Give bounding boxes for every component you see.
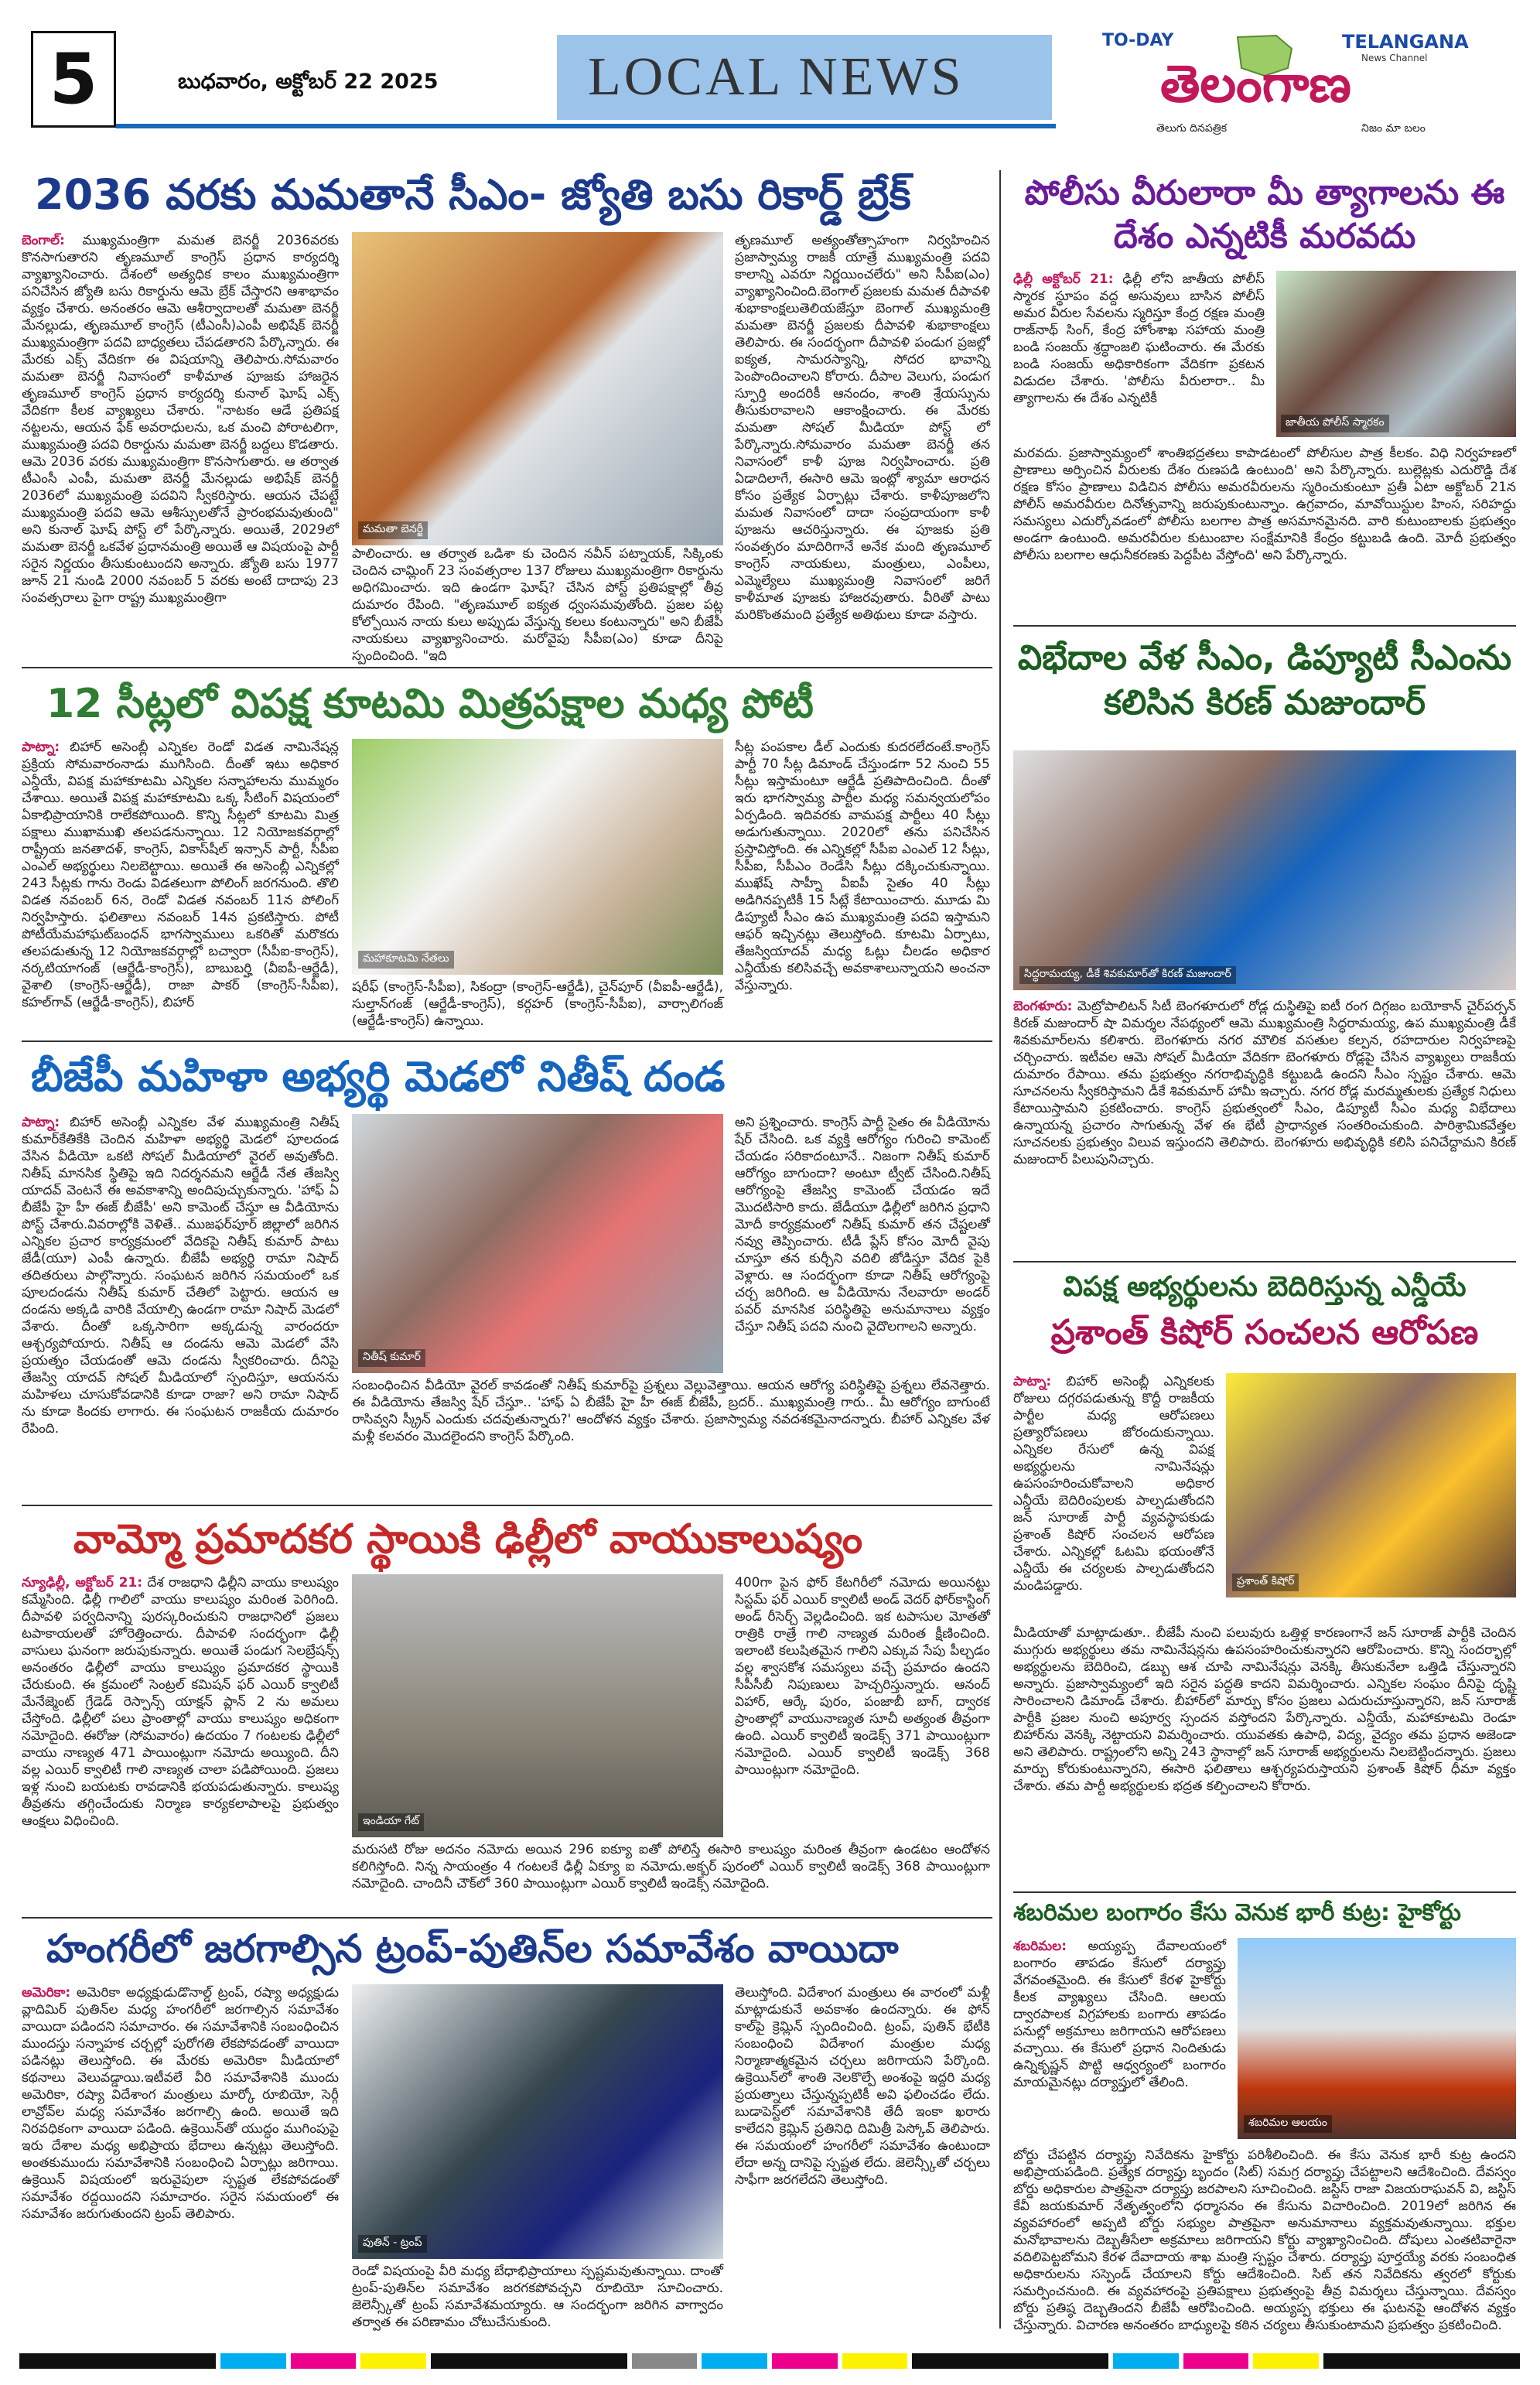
police-col2: మరవదు. ప్రజాస్వామ్యంలో శాంతిభద్రతలు కాపాడటంలో పోలీసుల పాత్ర కీలకం. విధి నిర్వహణలో ప్రాణాలు అర్పించిన వీరులకు దేశం రుణపడి ఉంటుంది' అని పేర్కొన్నారు. బుల్లెట్లకు ఎదురొడ్డి దేశ రక్షణ కోసం ప్రాణాలు విడిచిన పోలీసు అమరవీరులను స్మరించుకుంటూ ప్రతీ ఏటా అక్టోబర్ 21న పోలీస్ అమరవీరుల దినోత్సవాన్ని జరుపుకుంటున్నాం. ఉగ్రవాదం, మావోయిస్టుల హింస, సరిహద్దు సమస్యలు ఎదుర్కోవడంలో పోలీసు బలగాల పాత్ర అసమానమైనది. వారి కుటుంబాలకు ప్రభుత్వం అండగా ఉంటుంది. అమరవీరుల కుటుంబాల సంక్షేమానికి కేంద్రం కట్టుబడి ఉంది. మోదీ ప్రభుత్వం పోలీసు బలగాల ఆధునీకరణకు పెద్దపీట వేస్తోంది' అని పేర్కొన్నారు. (1013, 446, 1516, 563)
sabarimala-col1-text: అయ్యప్ప దేవాలయంలో బంగారం తాపడం కేసులో దర్యాప్తు వేగవంతమైంది. ఈ కేసులో కేరళ హైకోర్టు కీలక వ్యాఖ్యలు చేసింది. ఆలయ ద్వారపాలక విగ్రహాలకు బంగారు తాపడం పనుల్లో అక్రమాలు జరిగాయని ఆరోపణలు వచ్చాయి. ఈ కేసులో ప్రధాన నిందితుడు ఉన్నికృష్ణన్ పొట్టి ఆధ్వర్యంలో బంగారం మాయమైనట్లు దర్యాప్తులో తేలింది. (1013, 1939, 1226, 2090)
kiran-photo-label: సిద్ధరామయ్య, డీకే శివకుమార్‌తో కిరణ్ మజుందార్ (1019, 966, 1236, 984)
bihar-headline: 12 సీట్లలో విపక్ష కూటమి మిత్రపక్షాల మధ్య పోటీ (46, 681, 814, 727)
sabarimala-photo-label: శబరిమల ఆలయం (1244, 2115, 1332, 2133)
kiran-body (1013, 998, 1516, 1253)
logo-wordmark: తెలంగాణ (1160, 54, 1351, 114)
color-swatch-cyan (702, 2353, 767, 2369)
mamata-bottom: పాలించారు. ఆ తర్వాత ఒడిశా కు చెందిన నవీన్ పట్నాయక్, సిక్కింకు చెందిన చామ్లింగ్ 23 సంవత్సరాల 137 రోజులు ముఖ్యమంత్రిగా రికార్డును అధిగమించారు. ఇది ఉండగా ఘోష్? చేసిన పోస్ట్ ప్రతిపక్షాల్లో తీవ్ర దుమారం రేపింది. "తృణమూల్ ఐక్యత ధ్వంసమవుతోంది. ప్రజల పట్ల కోల్పోయిన నాయ కులు అప్పుడు వేస్తున్న కలలు కంటున్నారు" అని బీజేపీ నాయకులు వ్యాఖ్యానించారు. మరోవైపు సీపీఐ(ఎం) కూడా దీనిపై స్పందించింది. "ఇది (352, 546, 723, 664)
bihar-col2: సీట్ల పంపకాల డీల్ ఎందుకు కుదరలేదంటే.కాంగ్రెస్ పార్టీ 70 సీట్ల డిమాండ్ చేస్తుండగా 52 నుంచి 55 సీట్లు ఇస్తామంటూ ఆర్జేడీ ప్రతిపాదించింది. దీంతో ఇరు భాగస్వామ్య పార్టీల మధ్య సమన్వయలోపం ఏర్పడింది. ఇదివరకు వామపక్ష పార్టీలు 40 సీట్లు అడుగుతున్నాయి. 2020లో తను పనిచేసిన ప్రస్తావిస్తోంది. ఈ ఎన్నికల్లో సీపీఐ ఎంఎల్ 12 సీట్లు, సీపీఐ, సీపీఎం రెండేసి సీట్లు దక్కించుకున్నాయి. ముఖేష్ సాహ్నీ వీఐపీ సైతం 40 సీట్లు అడిగినప్పటికీ 15 సీట్లే కేటాయించారు. మూడు మి డిప్యూటీ సీఎం ఉప ముఖ్యమంత్రి పదవి ఇస్తామని ఆఫర్ ఇచ్చినట్లు తెలుస్తోంది. కూటమి ఏర్పాటు, తేజస్వియాదవ్ మధ్య ఓట్లు చీలడం అధికార ఎన్డీయేకు కలిసివచ్చే అవకాశాలున్నాయని అంచనా వేస్తున్నారు. (735, 740, 990, 993)
sabarimala-dateline: శబరిమల: (1013, 1939, 1067, 1954)
mamata-photo-label: మమతా బెనర్జీ (358, 521, 428, 539)
color-swatch-magenta (1183, 2353, 1249, 2369)
police-dateline: ఢిల్లీ అక్టోబర్ 21: (1013, 272, 1114, 287)
kiran-dateline: బెంగళూరు: (1013, 999, 1073, 1014)
color-swatch-magenta (291, 2353, 357, 2369)
nitish-photo (352, 1114, 723, 1373)
color-swatch-yellow (360, 2353, 426, 2369)
pk-col1 (1013, 1373, 1214, 1621)
hungary-col2: తెలుస్తోంది. విదేశాంగ మంత్రులు ఈ వారంలో మళ్లీ మాట్లాడుకునే అవకాశం ఉందన్నారు. ఈ ఫోన్ కాల్‌పై క్రెమ్లిన్ స్పందించింది. ట్రంప్, పుతిన్ భేటీకి సంబంధించి విదేశాంగ మంత్రుల మధ్య నిర్మాణాత్మకమైన చర్చలు జరిగాయని పేర్కొంది. ఉక్రెయిన్‌లో శాంతి నెలకొల్పే అంశంపై ఇద్దరి మధ్య ప్రయత్నాలు చేస్తున్నప్పటికీ అవి ఫలించడం లేదు. బుడాపెస్ట్‌లో సమావేశానికి తేదీ ఇంకా ఖరారు కాలేదని క్రెమ్లిన్ ప్రతినిధి దిమిత్రీ పెస్కోవ్ తెలిపారు. ఈ సమయంలో హంగరీలో సమావేశం ఉంటుందా లేదా అన్న దానిపై స్పష్టత లేదు. జెలెన్స్కీతో చర్చలు సాఫీగా జరగలేదని తెలుస్తోంది. (735, 1985, 990, 2188)
nitish-headline: బీజేపీ మహిళా అభ్యర్థి మెడలో నితీష్ దండ (31, 1052, 726, 1101)
color-swatch-magenta (772, 2353, 838, 2369)
pk-body: మీడియాతో మాట్లాడుతూ.. బీజేపీ నుంచి పలువురు ఒత్తిళ్ల కారణంగానే జన్ సూరాజ్ పార్టీకి చెందిన ముగ్గురు అభ్యర్థులు తమ నామినేషన్లను ఉపసంహరించుకున్నారని ఆరోపించారు. కొన్ని సందర్భాల్లో అభ్యర్థులను బెదిరించి, డబ్బు ఆశ చూపి నామినేషన్లు వెనక్కి తీసుకునేలా ఒత్తిడి చేస్తున్నారని అన్నారు. ప్రజాస్వామ్యంలో ఇది సరైన పద్ధతి కాదని విమర్శించారు. ఎన్నికల సంఘం దీనిపై దృష్టి సారించాలని డిమాండ్ చేశారు. బీహార్‌లో మార్పు కోసం ప్రజలు ఎదురుచూస్తున్నారని, జన్ సూరాజ్ పార్టీకి ప్రజల నుంచి అపూర్వ స్పందన వస్తోందని పేర్కొన్నారు. ఎన్డీయే, మహాకూటమి రెండూ బిహార్‌ను వెనక్కి నెట్టాయని విమర్శించారు. యువతకు ఉపాధి, విద్య, వైద్యం తమ ప్రధాన అజెండా అని తెలిపారు. రాష్ట్రంలోని అన్ని 243 స్థానాల్లో జన్ సూరాజ్ అభ్యర్థులను నిలబెట్టిందన్నారు. ప్రజలు మార్పు కోరుకుంటున్నారని, ఈసారి ఫలితాలు ఆశ్చర్యపరుస్తాయని ప్రశాంత్ కిషోర్ ధీమా వ్యక్తం చేశారు. తమ పార్టీ అభ్యర్థులకు భద్రత కల్పించాలని కోరారు. (1013, 1625, 1517, 1794)
logo-right-text: TELANGANA (1342, 31, 1469, 53)
nitish-col1-text: బిహార్ అసెంబ్లీ ఎన్నికల వేళ ముఖ్యమంత్రి నితీష్ కుమార్‌కేతికేకి చెందిన మహిళా అభ్యర్థి మెడలో పూలదండ వేసిన వీడియో ఒకటి సోషల్ మీడియాలో వైరల్ అవుతోంది. నితీష్ మానసిక స్థితిపై ఇది నిదర్శనమని ఆర్జేడీ నేత తేజస్వి యాదవ్ వెంటనే ఈ అవకాశాన్ని అందిపుచ్చుకున్నారు. 'హాఫ్ ఏ బీజేపీ హై హీ ఈజ్ బీజేపీ' అని కామెంట్ చేస్తూ ఆ వీడియోను పోస్ట్ చేశారు.వివరాల్లోకి వెళితే.. ముజఫర్‌పూర్ జిల్లాలో జరిగిన ఎన్నికల ప్రచార కార్యక్రమంలో వేదికపై నితీష్ కుమార్ పాటు జేడీ(యూ) ఎంపీ ఉన్నారు. బీజేపీ అభ్యర్థి రామా నిషాద్ తదితరులు పాల్గొన్నారు. సంఘటన జరిగిన సమయంలో ఒక పూలదండను నితీష్ కుమార్ చేతిలో పెట్టారు. ఆయన ఆ దండను అక్కడి వారికి వేయాల్సి ఉండగా రామా నిషాద్ మెడలో వేశారు. దీంతో ఒక్కసారిగా అక్కడున్న వారందరూ ఆశ్చర్యపోయారు. నితీష్ ఆ దండను ఆమె మెడలో వేసి ప్రయత్నం చేయడంతో ఆమె దండను స్వీకరించారు. దీనిపై తేజస్వి యాదవ్ సోషల్ మీడియాలో స్పందిస్తూ, ఆయనను మహిళలు చూసుకోవడానికి కూడా రాజా? అని రామా నిషాద్ ను కూడా కిందకు లాగారు. ఈ సంఘటన రాజకీయ దుమారం రేపింది. (22, 1115, 340, 1437)
hungary-photo-label: పుతిన్ - ట్రంప్ (358, 2235, 427, 2253)
sabarimala-headline: శబరిమల బంగారం కేసు వెనుక భారీ కుట్ర: హైకోర్టు (1013, 1899, 1461, 1926)
color-swatch-black (431, 2353, 627, 2369)
color-swatch-yellow (842, 2353, 908, 2369)
mamata-photo (352, 232, 723, 545)
divider (1013, 1261, 1516, 1263)
logo-left-text: TO-DAY (1102, 31, 1174, 50)
logo-right-subtext: News Channel (1361, 53, 1428, 63)
page-number: 5 (31, 31, 116, 128)
mamata-col2: తృణమూల్ అత్యంతోత్సాహంగా నిర్వహించిన ప్రజాస్వామ్య రాజకీ యాత్రే ముఖ్యమంత్రి పదవి కాలాన్ని ఎవరూ నిర్ణయించలేరు" అని సీపీఐ(ఎం) వ్యాఖ్యానించింది.బెంగాల్ ప్రజలకు మమత దీపావళి శుభాకాంక్షలుతెలియజేస్తూ బెంగాల్ ముఖ్యమంత్రి మమతా బెనర్జీ ప్రజలకు దీపావళి శుభాకాంక్షలు తెలిపారు. ఈ సందర్భంగా దీపావళి పండుగ ప్రజల్లో ఐక్యత, సామరస్యాన్ని, సోదర భావాన్ని పెంపొందించాలని కోరారు. దీపాల వెలుగు, పండుగ స్ఫూర్తి అందరికీ ఆనందం, శాంతి శ్రేయస్సును తీసుకురావాలని ఆకాంక్షించారు. ఈ మేరకు మమతా సోషల్ మీడియా పోస్ట్ లో పేర్కొన్నారు.సోమవారం మమతా బెనర్జీ తన నివాసంలో కాళీ పూజ నిర్వహించారు. ప్రతి ఏడాదిలాగే, ఈసారి ఆమె ఇంట్లో శ్యామా ఆరాధన కోసం ప్రత్యేక ఏర్పాట్లు చేశారు. కాళీపూజలోని మమత నివాసంలో దాదా సంప్రదాయంగా కాళీ పూజను ఆచరిస్తున్నారు. ఈ పూజకు ప్రతి సంవత్సరం మాదిరిగానే అనేక మంది తృణమూల్ కాంగ్రెస్ నాయకులు, మంత్రులు, ఎంపీలు, ఎమ్మెల్యేలు ముఖ్యమంత్రి నివాసంలో జరిగే కాళీమాత పూజకు హాజరవుతారు. వీరితో పాటు మరికొంతమంది ప్రత్యేక అతిథులు కూడా వస్తారు. (735, 233, 990, 623)
color-swatch-gray (632, 2353, 698, 2369)
divider (22, 1040, 992, 1042)
masthead-rule (116, 124, 1056, 128)
color-swatch-black (1323, 2353, 1520, 2369)
nitish-col1 (22, 1114, 339, 1493)
delhi-col1-text: దేశ రాజధాని ఢిల్లీని వాయు కాలుష్యం కమ్మేసింది. ఢిల్లీ గాలిలో వాయు కాలుష్యం మరింత పెరిగింది. దీపావళి పర్వదినాన్ని పురస్కరించుకుని రాజధానిలో ప్రజలు టపాకాయలతో హోరెత్తించారు. దీపావళి సందర్భంగా ఢిల్లీ వాసులు ఘనంగా జరుపుకున్నారు. అయితే పండుగ సెలబ్రేషన్స్ అనంతరం ఢిల్లీలో వాయు కాలుష్యం ప్రమాదకర స్థాయికి చేరుకుంది. ఈ క్రమంలో సెంట్రల్ కమిషన్ ఫర్ ఎయిర్ క్వాలిటీ మేనేజ్మెంట్ గ్రేడెడ్ రెస్పాన్స్ యాక్షన్ ప్లాన్ 2 ను అమలు చేస్తోంది. ఢిల్లీలో పలు ప్రాంతాల్లో వాయు కాలుష్యం అధికంగా నమోదైంది. ఈరోజు (సోమవారం) ఉదయం 7 గంటలకు ఢిల్లీలో వాయు నాణ్యత 471 పాయింట్లుగా నమోదు అయ్యింది. దీని వల్ల ఎయిర్ క్వాలిటీ గాలి నాణ్యత చాలా పడిపోయింది. ప్రజలు ఇళ్ల నుంచి బయటకు రావడానికి భయపడుతున్నారు. కాలుష్య తీవ్రతను తగ్గించేందుకు నిర్మాణ కార్యకలాపాలపై ప్రభుత్వం ఆంక్షలు విధించింది. (22, 1575, 339, 1829)
delhi-bottom: మరుసటి రోజు అదనం నమోదు అయిన 296 ఐక్యూ ఐతో పోలిస్తే ఈసారి కాలుష్యం మరింత తీవ్రంగా ఉండటం ఆందోళన కలిగిస్తోంది. నిన్న సాయంత్రం 4 గంటలకే ఢిల్లీ ఏక్యూ ఐ నమోదు.అక్బర్ పురంలో ఎయిర్ క్వాలిటీ ఇండెక్స్ 368 పాయింట్లుగా నమోదైంది. చాందినీ చౌక్‌లో 360 పాయింట్లుగా ఎయిర్ క్వాలిటీ ఇండెక్స్ నమోదైంది. (352, 1842, 990, 1891)
nitish-col2: అని ప్రశ్నించారు. కాంగ్రెస్ పార్టీ సైతం ఈ వీడియోను షేర్ చేసింది. ఒక వ్యక్తి ఆరోగ్యం గురించి కామెంట్ చేయడం సరికాదంటూనే.. నిజంగా నితీష్ కుమార్ ఆరోగ్యం బాగుందా? అంటూ ట్వీట్ చేసింది.నితీష్ ఆరోగ్యంపై తేజస్వి కామెంట్ చేయడం ఇదే మొదటిసారి కాదు. జేడీయూ ఢిల్లీలో జరిగిన ప్రధాని మోదీ కార్యక్రమంలో నితీష్ కుమార్ తన చేష్టలతో నవ్వు తెప్పించారు. టీడీ ప్లేస్ కోసం మోదీ వైపు చూస్తూ తన కుర్చీని వదిలి జోడిస్తూ వేదిక పైకి వెళ్లారు. ఆ సందర్భంగా కూడా నితీష్ ఆరోగ్యంపై చర్చ జరిగింది. ఆ వీడియోను నేలవారూ అండర్ పవర్ మానసిక పరిస్థితిపై అనుమానాలు వ్యక్తం చేస్తూ నితీష్ పదవి నుంచి వైదొలగాలని అన్నారు. (735, 1115, 990, 1334)
color-swatch-black (19, 2353, 216, 2369)
bihar-dateline: పాట్నా: (22, 740, 60, 755)
bihar-photo (352, 739, 723, 975)
pk-headline: విపక్ష అభ్యర్థులను బెదిరిస్తున్న ఎన్డీయే (1063, 1271, 1467, 1303)
color-swatch-cyan (1113, 2353, 1179, 2369)
hungary-col1 (22, 1984, 339, 2325)
divider (1013, 1891, 1516, 1893)
delhi-col2: 400గా పైన ఫోర్ కేటగిరీలో నమోదు అయినట్టు సిస్టమ్ ఫర్ ఎయిర్ క్వాలిటీ అండ్ వెదర్ ఫోర్‌కాస్టింగ్ అండ్ రీసెర్చ్ వెల్లడించింది. ఇక టపాసుల మోతతో రాత్రికి రాత్రే గాలి నాణ్యత మరింత క్షీణించింది. ఇలాంటి కలుషితమైన గాలిని ఎక్కువ సేపు పీల్చడం వల్ల శ్వాసకోశ సమస్యలు వచ్చే ప్రమాదం ఉందని సీపీసీబీ నిపుణులు హెచ్చరిస్తున్నారు. ఆనంద్ విహార్, ఆర్కే పురం, పంజాబీ బాగ్, ద్వారక ప్రాంతాల్లో వాయునాణ్యత సూచీ అత్యంత తీవ్రంగా ఉంది. ఎయిర్ క్వాలిటీ ఇండెక్స్ 371 పాయింట్లుగా నమోదైంది. ఎయిర్ క్వాలిటీ ఇండెక్స్ 368 పాయింట్లుగా నమోదైంది. (735, 1575, 990, 1778)
delhi-photo (352, 1574, 723, 1837)
mamata-dateline: బెంగాల్: (22, 233, 65, 248)
kiran-headline: విభేదాల వేళ సీఎం, డిప్యూటీ సీఎంను కలిసిన కిరణ్ మజుందార్ (1017, 638, 1512, 723)
hungary-dateline: అమెరికా: (22, 1985, 71, 2001)
color-swatch-cyan (220, 2353, 286, 2369)
kiran-body-text: మెట్రోపాలిటన్ సిటీ బెంగళూరులో రోడ్ల దుస్థితిపై ఐటీ రంగ దిగ్గజం బయోకాన్ చైర్‌పర్సన్ కిరణ్ మజుందార్ షా విమర్శల నేపథ్యంలో ఆమె ముఖ్యమంత్రి సిద్ధరామయ్య, ఉప ముఖ్యమంత్రి డీకే శివకుమార్‌లను కలిశారు. బెంగళూరు నగర మౌలిక వసతుల కల్పన, రహదారుల నిర్వహణపై చర్చించారు. ఇటీవల ఆమె సోషల్ మీడియా వేదికగా బెంగళూరు రోడ్లపై చేసిన వ్యాఖ్యలు రాజకీయ దుమారం రేపాయి. తమ ప్రభుత్వం నగరాభివృద్ధికి కట్టుబడి ఉందని సీఎం స్పష్టం చేశారు. ఆమె సూచనలను స్వీకరిస్తామని డీకే శివకుమార్ హామీ ఇచ్చారు. నగర రోడ్ల మరమ్మతులకు ప్రత్యేక నిధులు కేటాయిస్తామని ప్రకటించారు. కాంగ్రెస్ ప్రభుత్వంలో సీఎం, డిప్యూటీ సీఎం మధ్య విభేదాలు ఉన్నాయన్న ప్రచారం సాగుతున్న వేళ ఈ భేటీ ప్రాధాన్యత సంతరించుకుంది. పారిశ్రామికవేత్తల సూచనలకు ప్రభుత్వం విలువ ఇస్తుందని తెలిపారు. బెంగళూరు అభివృద్ధికి కలిసి పనిచేద్దామని కిరణ్ మజుందార్ పిలుపునిచ్చారు. (1013, 999, 1517, 1167)
mamata-col1-text: ముఖ్యమంత్రిగా మమత బెనర్జీ 2036వరకు కొనసాగుతారని తృణమూల్ కాంగ్రెస్ ప్రధాన కార్యదర్శి వ్యాఖ్యానించారు. దేశంలో అత్యధిక కాలం ముఖ్యమంత్రిగా పనిచేసిన జ్యోతి బసు రికార్డును ఆమె బ్రేక్ చేస్తారని ఆశాభావం వ్యక్తం చేశారు. అనంతరం ఆమె ఆశీర్వాదాలతో మమతా బెనర్జీ మేనల్లుడు, తృణమూల్ కాంగ్రెస్ (టీఎంసీ)ఎంపీ అభిషేక్ బెనర్జీ ముఖ్యమంత్రిగా పదవి బాధ్యతలు చేపడతారని పేర్కొన్నారు. ఈ మేరకు ఎక్స్ వేదికగా ఈ విషయాన్ని తెలిపారు.సోమవారం మమతా బెనర్జీ నివాసంలో కాళీమాత పూజకు హాజరైన తృణమూల్ కాంగ్రెస్ ప్రధాన కార్యదర్శి కునాల్ ఘోష్ ఎక్స్ వేదికగా కీలక వ్యాఖ్యలు చేశారు. "నాటకం ఆడే ప్రతిపక్ష నట్టలను, ఆయన ఫేక్ అవరాధులను, ఒక మంచి పోరాటలిగా, ముఖ్యమంత్రి పదవి రికార్డును మమతా బెనర్జీ బద్దలు కొడతారు. ఆమె 2036 వరకు ముఖ్యమంత్రిగా కొనసాగుతారు. ఆ తర్వాత టీఎంసీ ఎంపీ, మమతా బెనర్జీ మేనల్లుడు అభిషేక్ బెనర్జీ 2036లో ముఖ్యమంత్రి పదవిని స్వీకరిస్తారు. ఆయన చేపట్టే ముఖ్యమంత్రి పదవి ఆమె ఆశీస్సులతోనే ప్రారంభమవుతుంది" అని కునాల్ ఘోష్ పోస్ట్ లో పేర్కొన్నారు. అయితే, 2029లో మమతా బెనర్జీ ఒకవేళ ప్రధానమంత్రి అయితే ఆ విషయంపై పార్టీ సరైన నిర్ణయం తీసుకుంటుందని అన్నారు. జ్యోతి బసు 1977 జూన్ 21 నుండి 2000 నవంబర్ 5 వరకు అంటే దాదాపు 23 సంవత్సరాలు పైగా రాష్ట్ర ముఖ్యమంత్రిగా (22, 233, 340, 606)
nitish-dateline: పాట్నా: (22, 1115, 60, 1130)
sabarimala-col1 (1013, 1938, 1226, 2143)
delhi-photo-label: ఇండియా గేట్ (358, 1813, 424, 1831)
column-rule (999, 170, 1001, 2329)
delhi-headline: వామ్మో ప్రమాదకర స్థాయికి ఢిల్లీలో వాయుకాలుష్యం (73, 1516, 863, 1563)
pk-photo (1226, 1373, 1516, 1597)
divider (22, 667, 992, 668)
mamata-col1 (22, 232, 340, 606)
police-col1 (1013, 271, 1265, 441)
pk-headline-2: ప్రశాంత్ కిషోర్ సంచలన ఆరోపణ (1050, 1313, 1479, 1352)
divider (22, 1505, 992, 1506)
nitish-bottom: సంబంధించిన వీడియో వైరల్ కావడంతో నితీష్ కుమార్‌పై ప్రశ్నలు వెల్లువెత్తాయి. ఆయన ఆరోగ్య పరిస్థితిపై ప్రశ్నలు లేవనెత్తారు. ఈ వీడియోను తేజస్వి షేర్ చేస్తూ.. 'హాఫ్ ఏ బీజేపీ హై హీ ఈజ్ బీజేపీ, బ్రదర్.. ముఖ్యమంత్రి గారు.. మీ ఆరోగ్యం బాగుంటే రాసివ్వని స్క్రీన్ ఎందుకు చదవుతున్నారు?' ఆందోళన వ్యక్తం చేశారు. ప్రజాస్వామ్య నవదశకమైనాదన్నారు. బీహార్ ఎన్నికల వేళ మళ్లీ కలవరం మొదలైందని కాంగ్రెస్ పేర్కొంది. (352, 1378, 990, 1444)
divider (1013, 625, 1516, 627)
pk-col1-text: బిహార్ అసెంబ్లీ ఎన్నికలకు రోజులు దగ్గరపడుతున్న కొద్దీ రాజకీయ పార్టీల మధ్య ఆరోపణలు ప్రత్యారోపణలు జోరందుకున్నాయి. ఎన్నికల రేసులో ఉన్న విపక్ష అభ్యర్థులను నామినేషన్లు ఉపసంహరించుకోవాలని అధికార ఎన్డీయే బెదిరింపులకు పాల్పడుతోందని జన్ సూరాజ్ పార్టీ వ్యవస్థాపకుడు ప్రశాంత్ కిషోర్ సంచలన ఆరోపణ చేశారు. ఎన్నికల్లో ఓటమి భయంతోనే ఎన్డీయే ఈ చర్యలకు పాల్పడుతోందని మండిపడ్డారు. (1013, 1374, 1214, 1594)
bihar-bottom: షరీఫ్ (కాంగ్రెస్-సీపీఐ), సికంద్రా (కాంగ్రెస్-ఆర్జేడీ), చైన్‌పూర్ (వీఐపీ-ఆర్జేడీ), సుల్తాన్‌గంజ్ (ఆర్జేడీ-కాంగ్రెస్), కర్గహర్ (కాంగ్రెస్-సీపీఐ), వార్సాలిగంజ్ (ఆర్జేడీ-కాంగ్రెస్) ఉన్నాయి. (352, 979, 723, 1029)
police-photo-label: జాతీయ పోలీస్ స్మారకం (1281, 415, 1389, 432)
edition-date: బుధవారం, అక్టోబర్ 22 2025 (178, 70, 439, 94)
logo-tagline-left: తెలుగు దినపత్రిక (1156, 122, 1228, 135)
bihar-photo-label: మహాకూటమి నేతలు (358, 951, 454, 969)
sabarimala-photo (1238, 1938, 1516, 2139)
nitish-photo-label: నితీష్ కుమార్ (358, 1349, 425, 1367)
logo-tagline-right: నిజం మా బలం (1361, 122, 1426, 135)
hungary-bottom: రెండో విషయంపై వీరి మధ్య బేధాభిప్రాయాలు స్పష్టమవుతున్నాయి. దాంతో ట్రంప్-పుతిన్‌ల సమావేశం జరగకపోవచ్చని రూబియో సూచించారు. జెలెన్స్కీతో ట్రంప్ సమావేశమయ్యారు. ఆ సందర్భంగా జరిగిన వాగ్వాదం తర్వాత ఈ పరిణామం చోటుచేసుకుంది. (352, 2264, 723, 2330)
pk-photo-label: ప్రశాంత్ కిషోర్ (1232, 1573, 1299, 1591)
mamata-headline: 2036 వరకు మమతానే సీఎం- జ్యోతి బసు రికార్డ్ బ్రేక్ (35, 170, 911, 219)
bihar-col1 (22, 739, 339, 1029)
kiran-photo (1013, 750, 1516, 990)
police-headline: పోలీసు వీరులారా మీ త్యాగాలను ఈ దేశం ఎన్నటికీ మరవదు (1024, 173, 1505, 256)
color-swatch-yellow (1253, 2353, 1319, 2369)
bihar-col1-text: బిహార్ అసెంబ్లీ ఎన్నికల రెండో విడత నామినేషన్ల ప్రక్రియ సోమవారంనాడు ముగిసింది. దీంతో ఇటు అధికార ఎన్డీయే, విపక్ష మహాకూటమి ఎన్నికల సన్నాహాలను ముమ్మరం చేశాయి. అయితే విపక్ష మహాకూటమి ఒక్క సీటింగ్ విషయంలో ఏకాభిప్రాయానికి రాలేకపోయింది. కొన్ని సీట్లలో కూటమి మిత్ర పక్షాలు ముఖాముఖి తలపడనున్నాయి. 12 నియోజకవర్గాల్లో రాష్ట్రీయ జనతాదళ్, కాంగ్రెస్, వికాస్‌షీల్ ఇన్సాన్ పార్టీ, సీపీఐ ఎంఎల్ అభ్యర్థులు నిలబెట్టాయి. అయితే ఈ అసెంబ్లీ ఎన్నికల్లో 243 సీట్లకు గాను రెండు విడతలుగా పోలింగ్ జరగనుంది. తొలి విడత నవంబర్ 6న, రెండో విడత నవంబర్ 11న పోలింగ్ నిర్వహిస్తారు. ఫలితాలు నవంబర్ 14న ప్రకటిస్తారు. పోటీ పోటీయేమహాఘట్‌బంధన్ భాగస్వాములు ఒకరితో మరొకరు తలపడుతున్న 12 నియోజకవర్గాల్లో బచ్వారా (సీపీఐ-కాంగ్రెస్), నర్కటియాగంజ్ (ఆర్జేడీ-కాంగ్రెస్), బాబుబర్హి (వీఐపీ-ఆర్జేడీ), వైశాలి (కాంగ్రెస్-ఆర్జేడీ), రాజా పాకర్ (కాంగ్రెస్-సీపీఐ), కహల్‌గావ్ (ఆర్జేడీ-కాంగ్రెస్), బిహార్ (22, 740, 339, 1010)
hungary-photo (352, 1984, 723, 2259)
color-swatch-black (912, 2353, 1108, 2369)
hungary-headline: హంగరీలో జరగాల్సిన ట్రంప్-పుతిన్‌ల సమావేశం వాయిదా (46, 1926, 899, 1971)
delhi-col1 (22, 1574, 339, 1907)
section-title: LOCAL NEWS (588, 47, 965, 107)
police-col1-text: ఢిల్లీ లోని జాతీయ పోలీస్ స్మారక స్థూపం వద్ద అసువులు బాసిన పోలీస్ అమర వీరుల సేవలను స్మరిస్తూ కేంద్ర రక్షణ మంత్రి రాజ్‌నాథ్ సింగ్, కేంద్ర హోంశాఖ సహాయ మంత్రి బండి సంజయ్ శ్రద్ధాంజలి ఘటించారు. ఈ మేరకు బండి సంజయ్ అధికారికంగా వేదికగా ప్రకటన విడుదల చేశారు. 'పోలీసు వీరులారా.. మీ త్యాగాలను ఈ దేశం ఎన్నటికీ (1013, 272, 1265, 406)
pk-dateline: పాట్నా: (1013, 1374, 1052, 1389)
color-registration-bar (19, 2353, 1520, 2369)
sabarimala-body: బోర్డు చేపట్టిన దర్యాప్తు నివేదికను హైకోర్టు పరిశీలించింది. ఈ కేసు వెనుక భారీ కుట్ర ఉందని అభిప్రాయపడింది. ప్రత్యేక దర్యాప్తు బృందం (సిట్) సమగ్ర దర్యాప్తు చేపట్టాలని ఆదేశించింది. దేవస్వం బోర్డు అధికారుల పాత్రపైనా దర్యాప్తు జరపాలని సూచించింది. జస్టిస్ రాజా విజయరాఘవన్ వి, జస్టిస్ కేవీ జయకుమార్ నేతృత్వంలోని ధర్మాసనం ఈ కేసును విచారించింది. 2019లో జరిగిన ఈ వ్యవహారంలో అప్పటి బోర్డు సభ్యుల పాత్రపైనా అనుమానాలు వ్యక్తమవుతున్నాయి. భక్తుల మనోభావాలను దెబ్బతీసేలా అక్రమాలు జరిగాయని కోర్టు వ్యాఖ్యానించింది. దోషులు ఎంతటివారైనా వదిలిపెట్టబోమని కేరళ దేవాదాయ శాఖ మంత్రి స్పష్టం చేశారు. దర్యాప్తు పూర్తయ్యే వరకు సంబంధిత అధికారులను సస్పెండ్ చేయాలని కోర్టు ఆదేశించింది. సిట్ తన నివేదికను త్వరలో కోర్టుకు సమర్పించనుంది. ఈ వ్యవహారంపై ప్రతిపక్షాలు ప్రభుత్వంపై తీవ్ర విమర్శలు చేస్తున్నాయి. దేవస్వం బోర్డు ప్రతిష్ఠ దెబ్బతిందని బీజేపీ ఆరోపించింది. అయ్యప్ప భక్తులు ఈ ఘటనపై ఆందోళన వ్యక్తం చేస్తున్నారు. విచారణ అనంతరం బాధ్యులపై కఠిన చర్యలు తీసుకుంటామని ప్రభుత్వం ప్రకటించింది. (1013, 2148, 1516, 2333)
hungary-col1-text: అమెరికా అధ్యక్షుడుడొనాల్డ్ ట్రంప్, రష్యా అధ్యక్షుడు వ్లాదిమిర్ పుతిన్‌ల మధ్య హంగరీలో జరగాల్సిన సమావేశం వాయిదా పడిందని సమాచారం. ఈ సమావేశానికి సంబంధించిన ముందస్తు సన్నాహక చర్చల్లో పురోగతి లేకపోవడంతో వాయిదా పడినట్లు తెలుస్తోంది. ఈ మేరకు అమెరికా మీడియాలో కథనాలు వెలువడ్డాయి.ఇటీవలే వీరి సమావేశానికి ముందు అమెరికా, రష్యా విదేశాంగ మంత్రులు మార్కో రూబియో, సెర్గీ లావ్రోవ్‌ల మధ్య సమావేశం జరగాల్సి ఉంది. అయితే ఇది నిరవధికంగా వాయిదా పడింది. ఉక్రెయిన్‌తో యుద్ధం ముగింపుపై ఇరు దేశాల మధ్య అభిప్రాయ భేదాలు ఉన్నట్లు తెలుస్తోంది. అంతకుముందు సమావేశానికి సంబంధించి ఏర్పాట్లు జరిగాయి. ఉక్రెయిన్ విషయంలో ఇరువైపులా స్పష్టత లేకపోవడంతో సమావేశం రద్దయిందని సమాచారం. సరైన సమయంలో ఈ సమావేశం జరుగుతుందని ట్రంప్ తెలిపారు. (22, 1985, 340, 2222)
divider (22, 1917, 992, 1919)
police-photo (1276, 271, 1516, 437)
delhi-dateline: న్యూఢిల్లీ, అక్టోబర్ 21: (22, 1575, 143, 1591)
